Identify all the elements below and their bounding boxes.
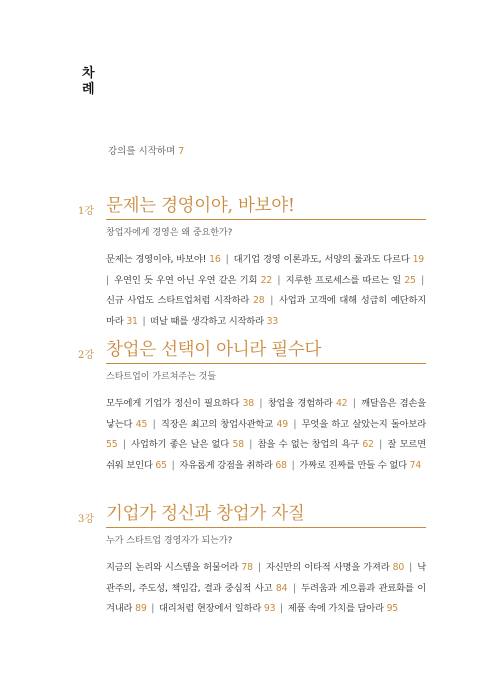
toc-entry-text: 제품 속에 가치를 담아라: [287, 603, 387, 614]
entry-separator: |: [245, 439, 256, 450]
toc-entry-page: 25: [404, 274, 416, 286]
toc-entry-text: 신규 사업도 스타트업처럼 시작하라: [106, 295, 253, 306]
toc-entry[interactable]: [286, 275, 416, 286]
toc-entry-text: 사업하기 좋은 날은 없다: [131, 439, 233, 450]
toc-entry-page: 95: [386, 603, 399, 614]
entry-separator: |: [106, 274, 113, 286]
toc-entry-text: 참을 수 없는 창업의 욕구: [257, 439, 363, 450]
chapter-number: 3강: [78, 514, 95, 525]
toc-entry-page: 62: [362, 439, 374, 450]
chapter-entries: [106, 558, 426, 620]
entry-separator: |: [349, 398, 360, 409]
toc-entry[interactable]: [258, 439, 374, 450]
toc-title: [82, 66, 102, 98]
chapter-divider: [106, 363, 426, 364]
entry-separator: |: [417, 274, 425, 286]
toc-entry-text: 사업과 고객에 대해 성급히 예단하지 마라: [106, 295, 427, 327]
toc-entry-page: 68: [275, 459, 287, 471]
toc-entry[interactable]: [234, 254, 424, 265]
chapter-number: 2강: [78, 350, 95, 361]
toc-title-char: 례: [82, 82, 95, 97]
toc-entry-page: 78: [241, 562, 253, 573]
entry-separator: |: [406, 562, 416, 573]
toc-entry[interactable]: [106, 398, 254, 409]
toc-entry[interactable]: [106, 295, 264, 306]
toc-entry-page: 55: [106, 439, 118, 450]
toc-entry-text: 지금의 논리와 시스템을 허물어라: [106, 562, 242, 573]
toc-entry[interactable]: [266, 562, 404, 573]
chapter-subtitle: 스타트업이 가르쳐주는 것들: [106, 372, 217, 382]
toc-entry-page: 33: [266, 315, 279, 327]
toc-entry[interactable]: [179, 460, 287, 471]
toc-entry-text: 창업을 경험하라: [267, 398, 336, 409]
toc-entry-text: 대리처럼 현장에서 일하라: [159, 603, 264, 614]
entry-separator: |: [255, 398, 266, 409]
entry-separator: |: [149, 418, 159, 430]
toc-entry[interactable]: [106, 254, 221, 265]
toc-entry-text: 깨달음은 겸손을 낳는다: [106, 398, 426, 430]
toc-entry-text: 지루한 프로세스를 따르는 일: [285, 274, 405, 286]
entry-separator: |: [139, 315, 149, 327]
toc-entry-page: 74: [409, 459, 422, 471]
toc-entry[interactable]: [299, 460, 421, 471]
toc-entry-text: 직장은 최고의 창업사관학교: [160, 418, 277, 430]
toc-entry-page: 38: [242, 398, 254, 409]
toc-entry[interactable]: [106, 562, 253, 573]
toc-entry[interactable]: [131, 439, 244, 450]
chapter-title[interactable]: 창업은 선택이 아니라 필수다: [106, 340, 322, 360]
toc-entry[interactable]: [159, 603, 275, 614]
toc-entry-page: 89: [135, 603, 147, 614]
entry-separator: |: [289, 582, 300, 594]
intro-entry[interactable]: [108, 143, 184, 157]
toc-entry-page: 93: [263, 603, 276, 614]
toc-entry[interactable]: [161, 419, 288, 430]
toc-entry-page: 31: [126, 315, 138, 327]
intro-label: 강의를 시작하며: [108, 146, 176, 157]
toc-entry-text: 낙관주의, 주도성, 책임감, 결과 중심적 사고: [106, 562, 426, 594]
toc-entry-text: 잘 모르면 쉬워 보인다: [106, 439, 426, 471]
toc-entry-text: 자유롭게 강점을 취하라: [179, 459, 276, 471]
toc-entry-page: 22: [260, 274, 272, 286]
entry-separator: |: [168, 459, 178, 471]
toc-entry-page: 45: [135, 418, 148, 430]
toc-entry-text: 두려움과 게으름과 관료화를 이겨내라: [106, 582, 426, 614]
toc-entry-page: 16: [209, 254, 221, 265]
entry-separator: |: [254, 562, 264, 573]
chapter-divider: [106, 527, 426, 528]
chapter-subtitle: 누가 스타트업 경영자가 되는가?: [106, 536, 233, 546]
toc-entry-text: 자신만의 이타적 사명을 가져라: [266, 562, 393, 573]
toc-entry-text: 대기업 경영 이론과도, 서양의 룰과도 다르다: [233, 254, 413, 265]
toc-entry-text: 떠날 때를 생각하고 시작하라: [150, 315, 267, 327]
entry-separator: |: [119, 439, 130, 450]
entry-separator: |: [289, 418, 300, 430]
chapter-subtitle: 창업자에게 경영은 왜 중요한가?: [106, 228, 233, 238]
entry-separator: |: [274, 274, 284, 286]
entry-separator: |: [266, 295, 278, 306]
entry-separator: |: [148, 603, 157, 614]
toc-entry[interactable]: [288, 603, 398, 614]
toc-entry-page: 65: [155, 459, 167, 471]
toc-entry-page: 19: [412, 254, 424, 265]
toc-title-char: 차: [82, 66, 95, 81]
toc-entry-text: 무엇을 하고 살았는지 돌아보라: [301, 418, 426, 430]
intro-page: 7: [178, 146, 185, 157]
chapter-number: 1강: [78, 206, 95, 217]
toc-entry[interactable]: [114, 275, 272, 286]
toc-entry-page: 42: [335, 398, 348, 409]
toc-entry-page: 49: [276, 418, 288, 430]
toc-entry-text: 모두에게 기업가 정신이 필요하다: [106, 398, 243, 409]
chapter-title[interactable]: 기업가 정신과 창업가 자질: [106, 504, 305, 524]
entry-separator: |: [375, 439, 386, 450]
toc-entry-page: 80: [392, 562, 405, 573]
entry-separator: |: [222, 254, 232, 265]
toc-entry-page: 58: [232, 439, 244, 450]
entry-separator: |: [277, 603, 286, 614]
chapter-entries: [106, 250, 426, 332]
toc-entry-page: 84: [275, 582, 288, 594]
toc-entry[interactable]: [268, 398, 348, 409]
toc-entry-page: 28: [253, 295, 265, 306]
toc-entry-text: 가짜로 진짜를 만들 수 없다: [299, 459, 410, 471]
toc-entry-text: 우연인 듯 우연 아닌 우연 같은 기회: [114, 274, 261, 286]
chapter-divider: [106, 219, 426, 220]
chapter-title[interactable]: 문제는 경영이야, 바보야!: [106, 196, 295, 216]
chapter-entries: [106, 394, 426, 476]
entry-separator: |: [288, 459, 298, 471]
toc-entry-text: 문제는 경영이야, 바보야!: [106, 254, 210, 265]
toc-entry[interactable]: [150, 316, 278, 327]
